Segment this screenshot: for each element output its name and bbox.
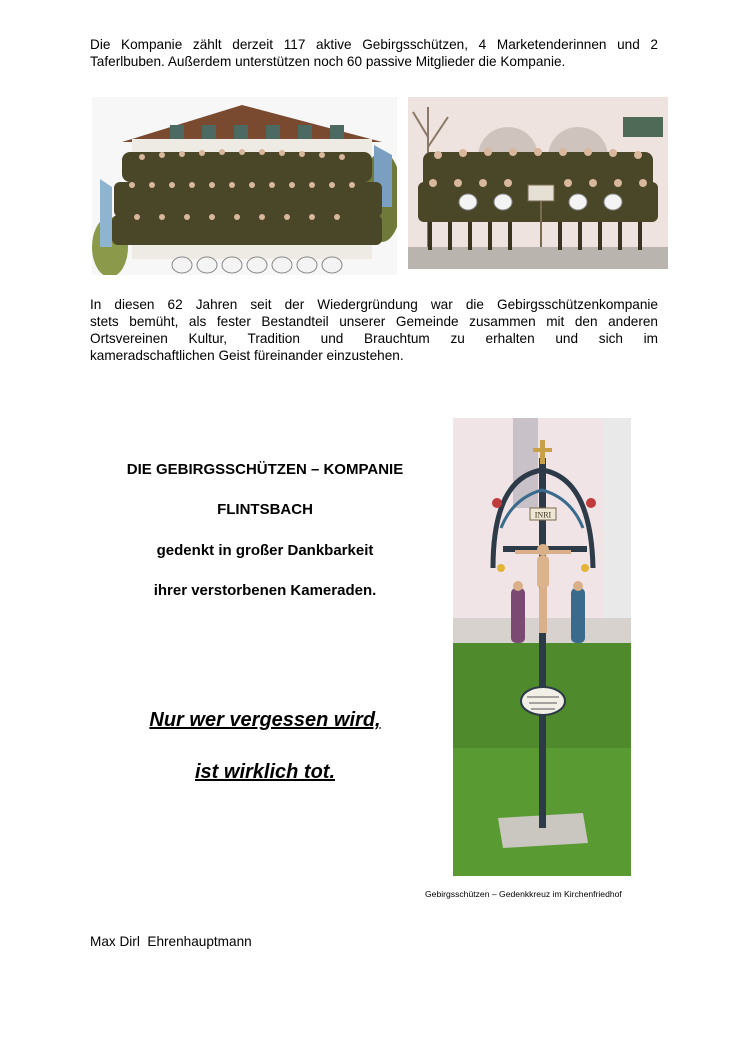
memorial-town: FLINTSBACH: [217, 501, 313, 518]
signature: Max Dirl Ehrenhauptmann: [90, 934, 252, 949]
history-line: stets bemüht, als fester Bestandteil unserer Gemeinde zusammen mit den anderen: [90, 314, 658, 329]
memorial-heading: DIE GEBIRGSSCHÜTZEN – KOMPANIE: [126, 461, 404, 478]
memorial-cross-photo: [453, 418, 631, 876]
intro-line: Taferlbuben. Außerdem unterstützen noch 60 passive Mitglieder die Kompanie.: [90, 54, 566, 69]
history-line: kameradschaftlichen Geist füreinander einzustehen.: [90, 348, 404, 363]
memorial-comrades: ihrer verstorbenen Kameraden.: [153, 582, 377, 599]
motto-line-1: Nur wer vergessen wird,: [149, 709, 381, 731]
history-line: Ortsvereinen Kultur, Tradition und Brauchtum zu erhalten und sich im: [90, 331, 658, 346]
cross-caption: Gebirgsschützen – Gedenkkreuz im Kirchenfriedhof: [425, 889, 622, 899]
memorial-gratitude: gedenkt in großer Dankbarkeit: [156, 542, 374, 559]
intro-paragraph: [90, 36, 658, 70]
intro-line: Die Kompanie zählt derzeit 117 aktive Gebirgsschützen, 4 Marketenderinnen und 2: [90, 37, 658, 52]
company-group-photo: [92, 97, 397, 275]
history-line: In diesen 62 Jahren seit der Wiedergründung war die Gebirgsschützenkompanie: [90, 297, 658, 312]
band-group-photo: [408, 97, 668, 269]
motto-line-2: ist wirklich tot.: [194, 761, 336, 783]
inri-inscription: INRI: [534, 510, 552, 520]
history-paragraph: [90, 296, 658, 364]
